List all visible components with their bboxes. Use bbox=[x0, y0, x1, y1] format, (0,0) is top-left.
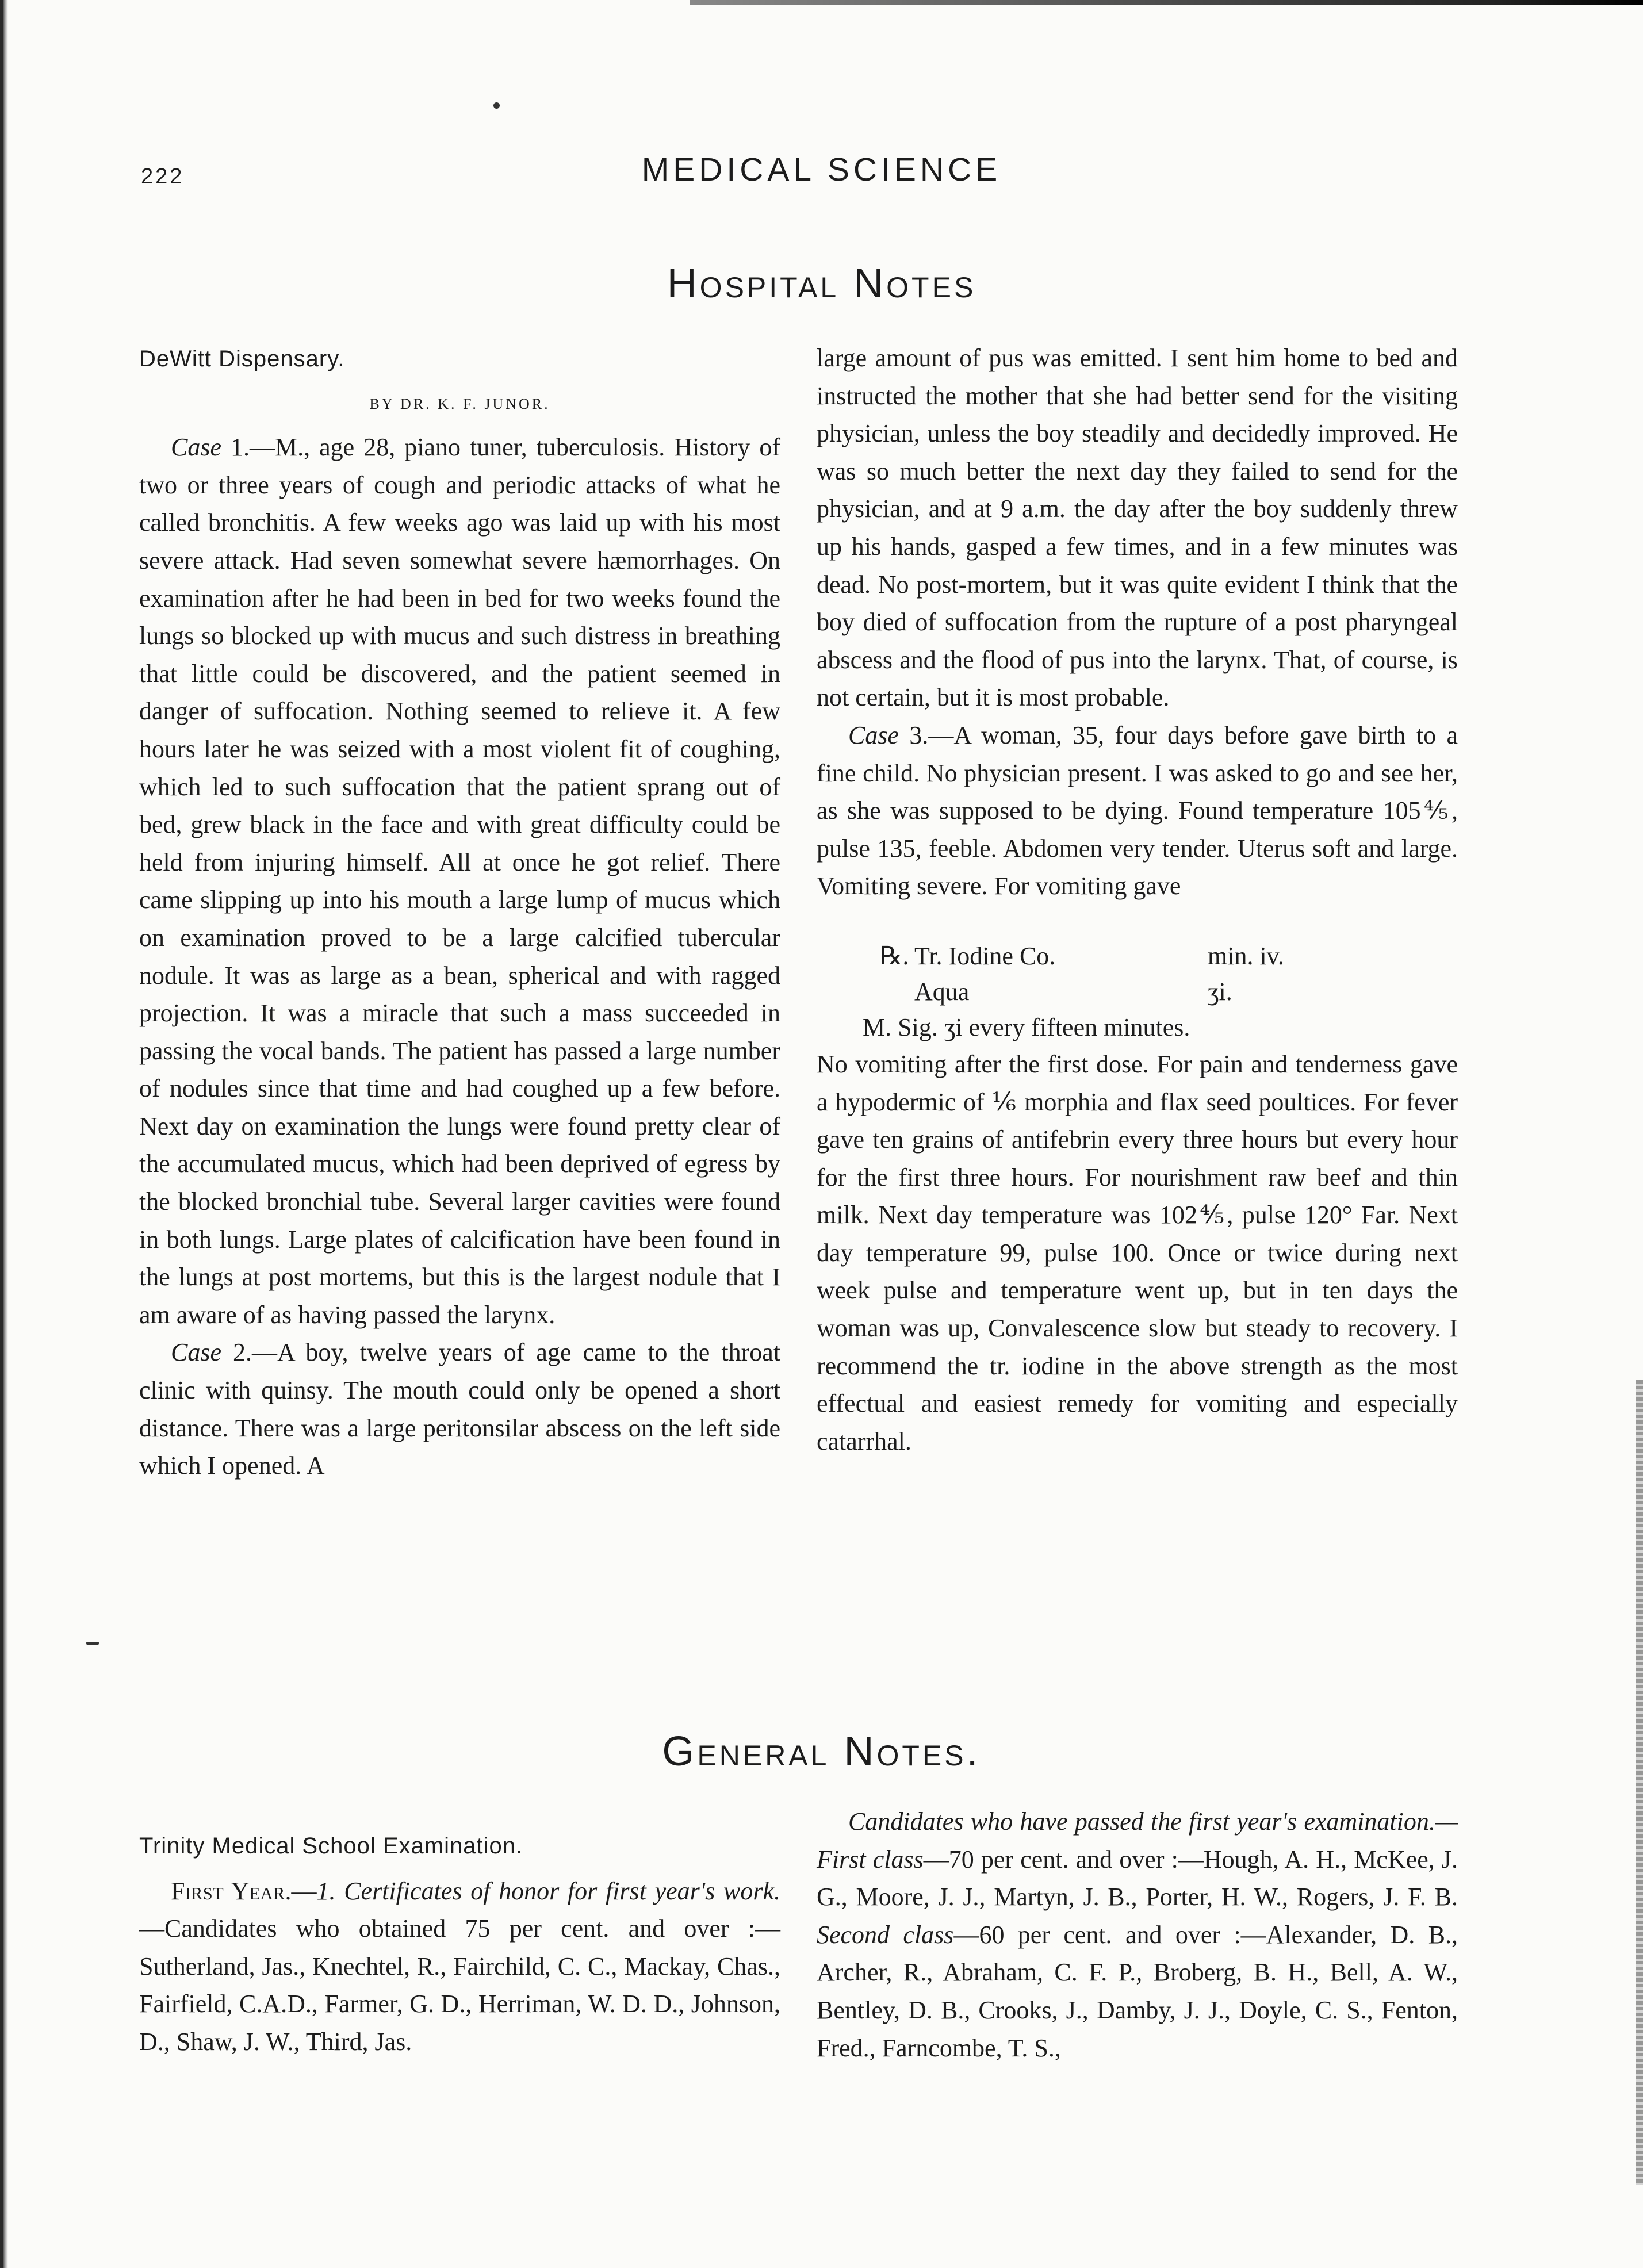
ink-speck bbox=[86, 1642, 99, 1645]
case-3-paragraph bbox=[817, 717, 1458, 905]
examination-subheading: Trinity Medical School Examination. bbox=[139, 1833, 523, 1859]
running-head: MEDICAL SCIENCE bbox=[641, 151, 1002, 188]
case-3-text: 3.—A woman, 35, four days before gave birth to a fine child. No physician present. I was asked to go and see her, as she was supposed to be dying. Found temperature 105⅘, pulse 135, feeble. Abdomen very tender. Uterus soft and large. Vomiting severe. For vomiting gave bbox=[817, 721, 1458, 901]
second-class-label: Second class bbox=[817, 1920, 954, 1949]
scan-edge-left bbox=[0, 0, 8, 2268]
case-2-paragraph bbox=[139, 1334, 780, 1484]
prescription-ingredient: Aqua bbox=[914, 977, 970, 1006]
ink-speck bbox=[493, 102, 500, 109]
scan-edge-right bbox=[1636, 1380, 1643, 2185]
prescription bbox=[817, 937, 1458, 1045]
first-year-dash: — bbox=[291, 1876, 317, 1905]
case-3-continued: No vomiting after the first dose. For pain and tenderness gave a hypodermic of ⅙ morphia and flax seed poultices. For fever gave ten grains of antifebrin every three hours but every hour for the first three hours. For nourishment raw beef and thin milk. Next day temperature was 102⅘, pulse 120° Far. Next day temperature 99, pulse 100. Once or twice during next week pulse and temperature went up, but in ten days the woman was up, Convalescence slow but steady to recovery. I recommend the tr. iodine in the above strength as the most effectual and easiest remedy for vomiting and especially catarrhal. bbox=[817, 1049, 1458, 1455]
prescription-dose: ʒi. bbox=[1208, 977, 1232, 1006]
first-class-label: —First class bbox=[817, 1807, 1458, 1874]
prescription-signature: M. Sig. ʒi every fifteen minutes. bbox=[863, 1013, 1190, 1041]
case-2-text: 2.—A boy, twelve years of age came to the throat clinic with quinsy. The mouth could only be opened a short distance. There was a large peritonsilar abscess on the left side which I opened. A bbox=[139, 1338, 780, 1480]
prescription-dose: min. iv. bbox=[1208, 941, 1284, 970]
hospital-notes-title: Hospital Notes bbox=[667, 260, 976, 307]
certificates-label: 1. Certificates of honor for first year's work. bbox=[316, 1876, 781, 1905]
first-year-paragraph bbox=[139, 1872, 780, 2061]
prescription-ingredient: Tr. Iodine Co. bbox=[914, 941, 1056, 970]
prescription-row bbox=[817, 973, 1458, 1009]
case-2-continued: large amount of pus was emitted. I sent him home to bed and instructed the mother that she had better send for the visiting physician, unless the boy steadily and decidedly improved. He was so much better the next day they failed to send for the physician, and at 9 a.m. the day after the boy suddenly threw up his hands, gasped a few times, and in a few minutes was dead. No post-mortem, but it was quite evident I think that the boy died of suffocation from the rupture of a post pharyngeal abscess and the flood of pus into the larynx. That, of course, is not certain, but it is most probable. bbox=[817, 344, 1458, 712]
recipe-symbol: ℞. bbox=[880, 941, 909, 970]
page-number: 222 bbox=[141, 164, 185, 189]
hospital-notes-right-column bbox=[817, 339, 1458, 1460]
first-class-text: —70 per cent. and over :—Hough, A. H., McKee, J. G., Moore, J. J., Martyn, J. B., Porter, H. W., Rogers, J. F. B. bbox=[817, 1845, 1458, 1911]
case-1-text: 1.—M., age 28, piano tuner, tuberculosis. History of two or three years of cough and periodic attacks of what he called bronchitis. A few weeks ago was laid up with his most severe attack. Had seven somewhat severe hæmorrhages. On examination after he had been in bed for two weeks found the lungs so blocked up with mucus and such distress in breathing that little could be discovered, and the patient seemed in danger of suffocation. Nothing seemed to relieve it. A few hours later he was seized with a most violent fit of coughing, which led to such suffocation that the patient sprang out of bed, grew black in the face and with great difficulty could be held from injuring himself. All at once he got relief. There came slipping up into his mouth a large lump of mucus which on examination proved to be a large calcified tubercular nodule. It was as large as a bean, spherical and with ragged projection. It was a miracle that such a mass succeeded in passing the vocal bands. The patient has passed a large number of nodules since that time and had coughed up a few before. Next day on examination the lungs were found pretty clear of the accumulated mucus, which had been deprived of egress by the blocked bronchial tube. Several larger cavities were found in both lungs. Large plates of calcification have been found in the lungs at post mortems, but this is the largest nodule that I am aware of as having passed the larynx. bbox=[139, 433, 780, 1329]
case-1-paragraph bbox=[139, 428, 780, 1334]
author-byline: BY DR. K. F. JUNOR. bbox=[369, 395, 550, 412]
dispensary-subheading: DeWitt Dispensary. bbox=[139, 346, 345, 371]
first-year-label: First Year. bbox=[171, 1876, 292, 1905]
general-notes-right-column bbox=[817, 1803, 1458, 2067]
scan-edge-top bbox=[690, 0, 1643, 5]
case-label: Case bbox=[171, 433, 221, 462]
hospital-notes-left-column bbox=[139, 340, 780, 1485]
second-class-text: —60 per cent. and over :—Alexander, D. B., Archer, R., Abraham, C. F. P., Broberg, B. H., Bell, A. W., Bentley, D. B., Crooks, J., Damby, J. J., Doyle, C. S., Fenton, Fred., Farncombe, T. S., bbox=[817, 1920, 1458, 2062]
case-label: Case bbox=[171, 1338, 221, 1367]
certificates-text: —Candidates who obtained 75 per cent. and over :—Sutherland, Jas., Knechtel, R., Fairchild, C. C., Mackay, Chas., Fairfield, C.A.D., Farmer, G. D., Herriman, W. D. D., Johnson, D., Shaw, J. W., Third, Jas. bbox=[139, 1914, 780, 2056]
general-notes-title: General Notes. bbox=[662, 1729, 981, 1775]
case-label: Case bbox=[848, 721, 899, 749]
prescription-row bbox=[817, 937, 1458, 973]
passed-label: Candidates who have passed the first year's examination. bbox=[848, 1807, 1435, 1836]
general-notes-left-column bbox=[139, 1828, 780, 2061]
passed-candidates-paragraph bbox=[817, 1803, 1458, 2067]
